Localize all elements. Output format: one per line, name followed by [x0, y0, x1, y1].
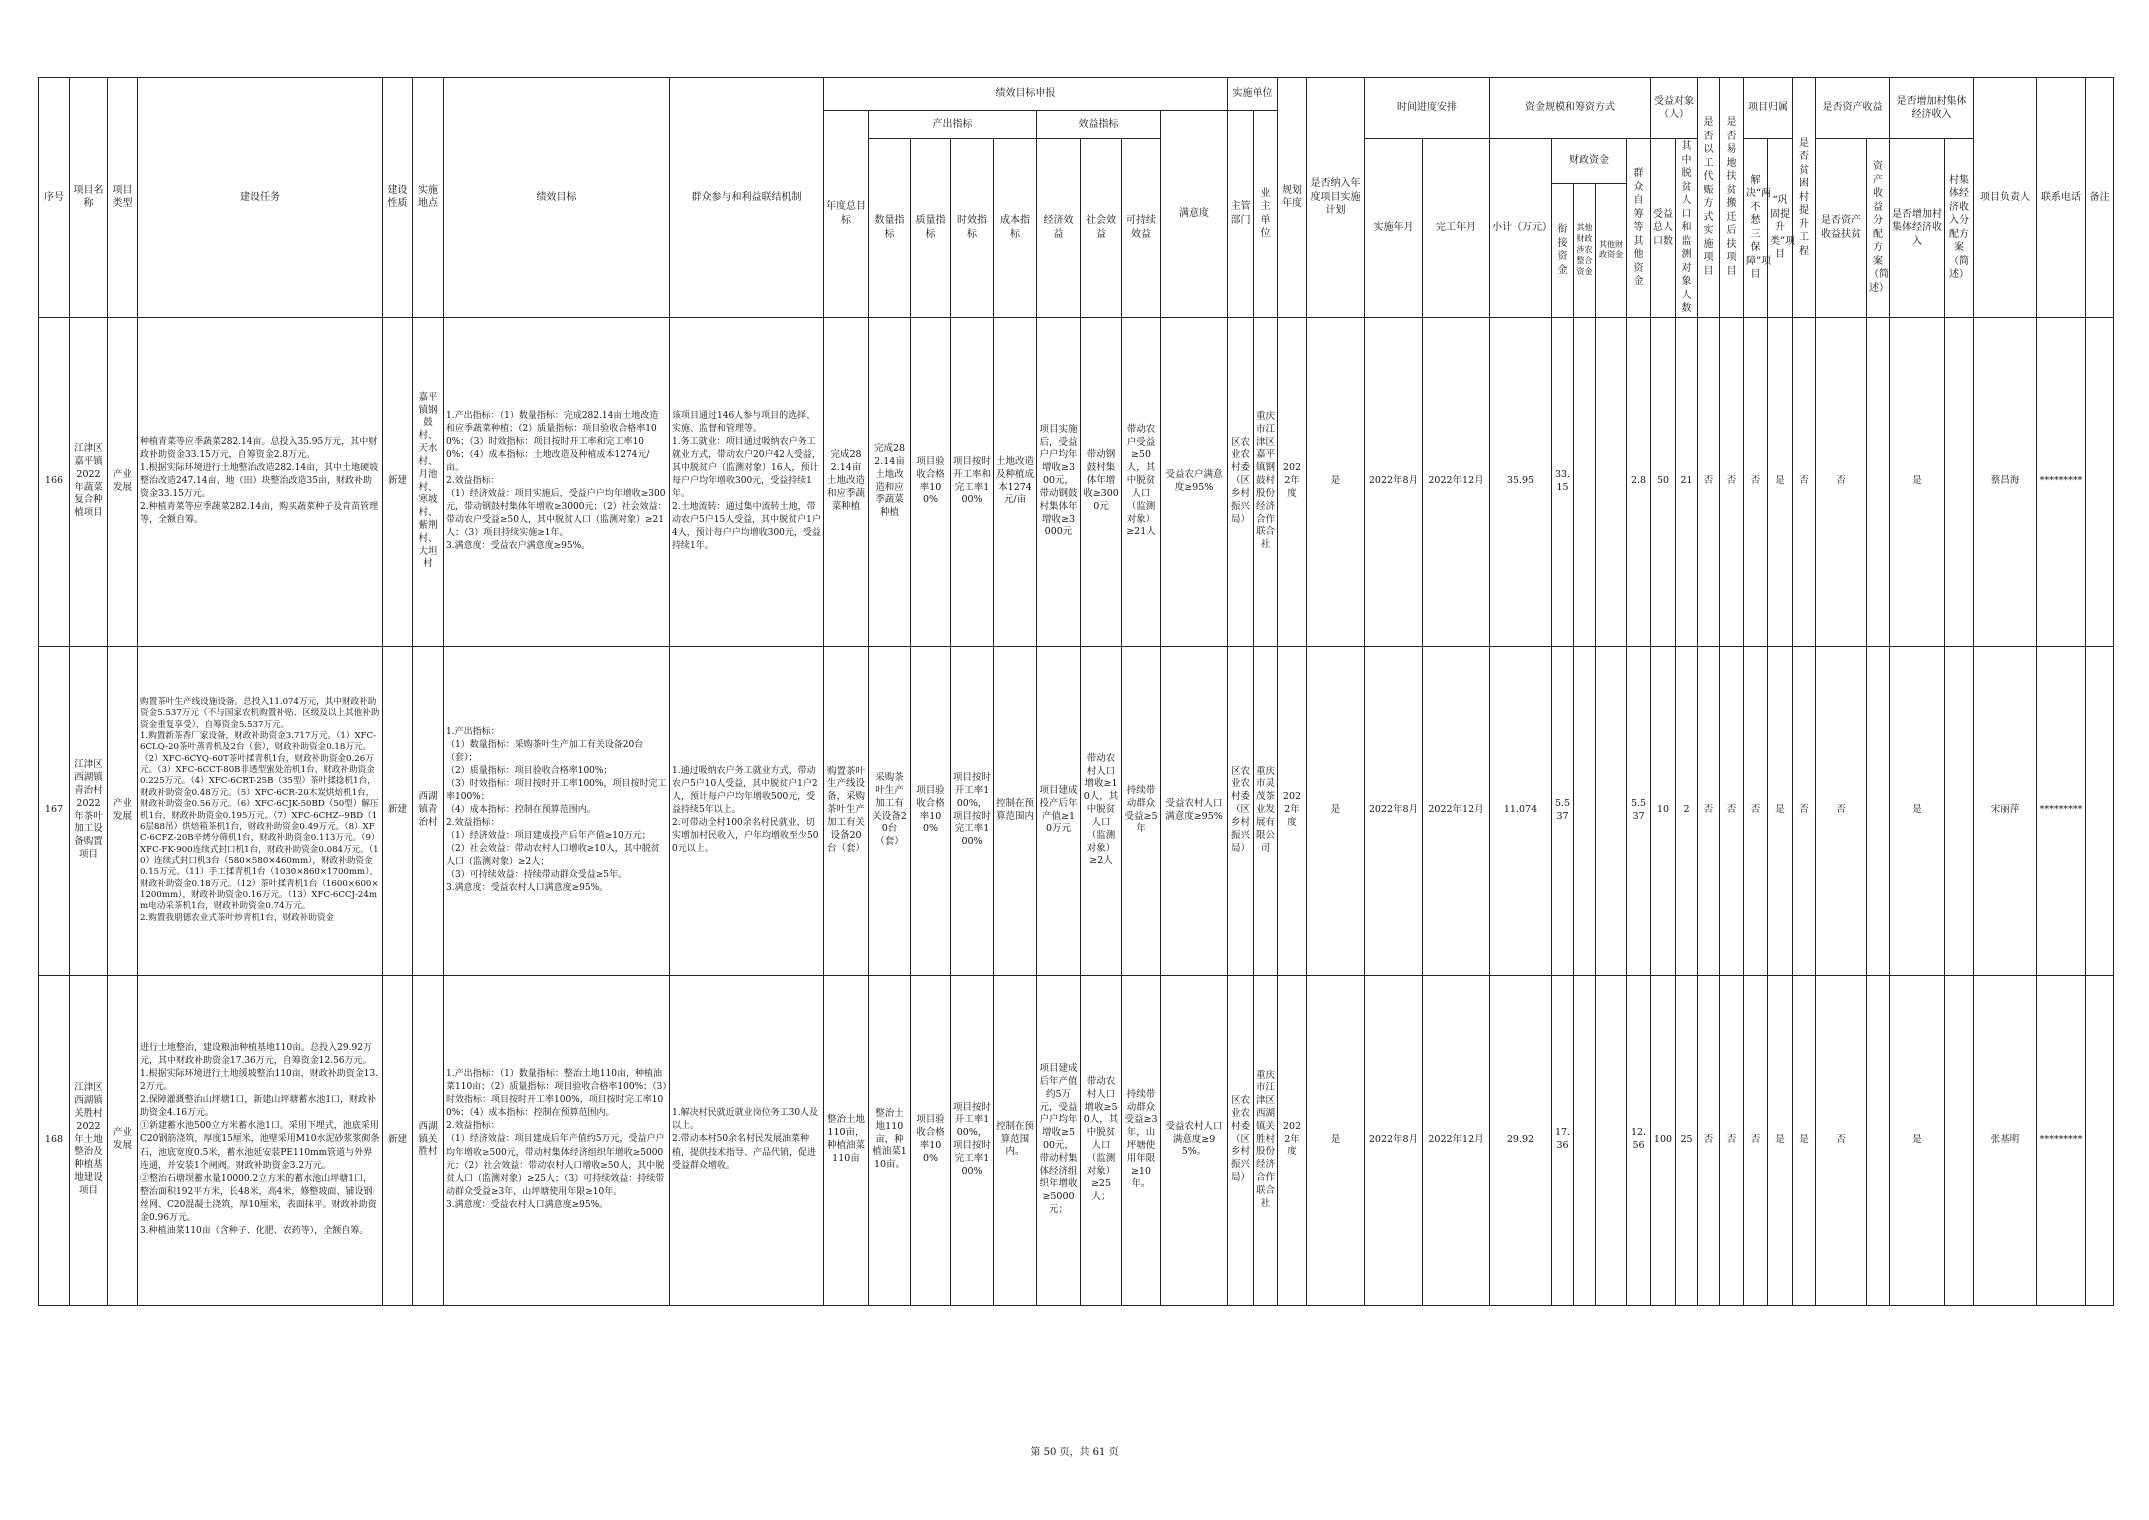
header-beneficiaries: 受益对象（人）	[1651, 78, 1698, 139]
header-funds: 资金规模和筹资方式	[1490, 78, 1651, 139]
cell-collective-flag: 是	[1890, 646, 1945, 975]
header-consolidate: “巩固提升类”项目	[1768, 139, 1793, 318]
cell-seq: 167	[39, 646, 70, 975]
table-row	[39, 975, 2114, 1305]
header-nature: 建设性质	[383, 78, 413, 318]
cell-village-improve: 否	[1793, 317, 1816, 646]
cell-satisfaction: 受益农户满意度≥95%	[1161, 317, 1228, 646]
header-two-guarantee: 解决“两不愁三保障”项目	[1744, 139, 1768, 318]
header-qty: 数量指标	[869, 139, 911, 318]
cell-annual-goal: 购置茶叶生产线设备，采购茶叶生产加工有关设备20台（套）	[824, 646, 869, 975]
page-footer: 第 50 页，共 61 页	[1030, 1447, 1119, 1458]
cell-start: 2022年8月	[1365, 317, 1423, 646]
cell-dept: 区农业农村委（区乡村振兴局）	[1228, 975, 1254, 1305]
header-schedule: 时间进度安排	[1365, 78, 1490, 139]
cell-finish: 2022年12月	[1423, 317, 1490, 646]
cell-timeliness: 项目按时开工率100%，项目按时完工率100%	[951, 646, 994, 975]
cell-task: 进行土地整治，建设粮油种植基地110亩。总投入29.92万元，其中财政补助资金17.36万元，自筹资金12.56万元。 1.根据实际环境进行土地缓坡整治110亩，财政补助资金13.2万元。 2.保障灌溉整治山坪塘1口，新建山坪塘蓄水池1口，财政补助资金4.16万元。 ①新建蓄水池500立方米蓄水池1口。采用下埋式，池底采用C20钢筋浇筑，厚度15厘米，池壁采用M10水泥砂浆浆砌条石，池底宽度0.5米，蓄水池延安装PE110mm管道与外界连通，并安装1个闸阀。财政补助资金3.2万元。 ②整治石塘坝蓄水量10000.2立方米的蓄水池山坪塘1口，整治面积192平方米，长48米，高4米，修整坡面、铺设钢丝网、C20混凝土浇筑，厚10厘米，表面抹平。财政补助资金0.96万元。 3.种植油菜110亩（含种子、化肥、农药等），全额自筹。	[138, 975, 383, 1305]
cell-self-raised: 5.537	[1627, 646, 1651, 975]
project-table-page	[38, 77, 2114, 1306]
header-cost: 成本指标	[994, 139, 1037, 318]
cell-collective-plan	[1945, 975, 1974, 1305]
cell-annual-goal: 整治土地110亩，种植油菜110亩	[824, 975, 869, 1305]
cell-goal: 1.产出指标：（1）数量指标：完成282.14亩土地改造和应季蔬菜种植；（2）质量指标：项目验收合格率100%；（3）时效指标：项目按时开工率和完工率100%；（4）成本指标：土地改造及种植成本1274元/亩。 2.效益指标： （1）经济效益：项目实施后，受益户户均年增收≥300元，带动钢鼓村集体年增收≥3000元；（2）社会效益：带动农户受益≥50人，其中脱贫人口（监测对象）≥21人；（3）项目持续实施≥1年。 3.满意度：受益农户满意度≥95%。	[444, 317, 670, 646]
cell-start: 2022年8月	[1365, 975, 1423, 1305]
cell-consolidate: 是	[1768, 646, 1793, 975]
cell-econ: 项目实施后，受益户户均年增收≥300元，带动钢鼓村集体年增收≥3000元	[1037, 317, 1081, 646]
cell-work-relief: 否	[1698, 317, 1720, 646]
header-output: 产出指标	[869, 111, 1037, 139]
cell-other-agri	[1574, 975, 1596, 1305]
cell-asset-income-flag: 否	[1816, 317, 1867, 646]
cell-type: 产业发展	[108, 646, 138, 975]
cell-quality: 项目验收合格率100%	[911, 317, 951, 646]
cell-other-agri	[1574, 646, 1596, 975]
cell-linked: 33.15	[1552, 317, 1574, 646]
cell-sustain: 带动农户受益≥50人，其中脱贫人口（监测对象）≥21人	[1122, 317, 1161, 646]
cell-subtotal: 35.95	[1490, 317, 1552, 646]
cell-village-improve: 否	[1793, 646, 1816, 975]
header-annual-goal: 年度总目标	[824, 111, 869, 318]
header-name: 项目名称	[70, 78, 108, 318]
cell-name: 江津区西湖镇关胜村2022年土地整治及种植基地建设项目	[70, 975, 108, 1305]
cell-phone: *********	[2037, 317, 2086, 646]
cell-quality: 项目验收合格率100%	[911, 646, 951, 975]
cell-plan-year: 2022年度	[1278, 317, 1307, 646]
header-collective-flag: 是否增加村集体经济收入	[1890, 139, 1945, 318]
cell-annual-goal: 完成282.14亩土地改造和应季蔬菜种植	[824, 317, 869, 646]
header-village-improve: 是否贫困村提升工程	[1793, 78, 1816, 318]
header-phone: 联系电话	[2037, 78, 2086, 318]
cell-dept: 区农业农村委（区乡村振兴局）	[1228, 317, 1254, 646]
cell-econ: 项目建成投产后年产值≥10万元	[1037, 646, 1081, 975]
header-asset-income: 是否资产收益	[1816, 78, 1890, 139]
header-in-plan: 是否纳入年度项目实施计划	[1307, 78, 1365, 318]
cell-asset-plan	[1867, 317, 1890, 646]
cell-timeliness: 项目按时开工率和完工率100%	[951, 317, 994, 646]
project-table	[38, 77, 2114, 1306]
cell-other-fiscal	[1596, 317, 1627, 646]
cell-satisfaction: 受益农村人口满意度≥95%。	[1161, 975, 1228, 1305]
cell-qty: 整治土地110亩，种植油菜110亩。	[869, 975, 911, 1305]
cell-village-improve: 是	[1793, 975, 1816, 1305]
header-fiscal: 财政资金	[1552, 139, 1627, 184]
header-work-relief: 是否以工代赈方式实施项目	[1698, 78, 1720, 318]
header-sustain: 可持续效益	[1122, 139, 1161, 318]
cell-type: 产业发展	[108, 317, 138, 646]
header-other-agri: 其他财政涉农整合资金	[1574, 184, 1596, 317]
cell-remark	[2086, 975, 2114, 1305]
cell-self-raised: 2.8	[1627, 317, 1651, 646]
cell-consolidate: 是	[1768, 317, 1793, 646]
cell-relief-labor: 否	[1720, 317, 1744, 646]
header-perf-report: 绩效目标申报	[824, 78, 1228, 111]
cell-econ: 项目建成后年产值约5万元，受益户户均年增收≥500元，带动村集体经济组织年增收≥5000元；	[1037, 975, 1081, 1305]
cell-cost: 土地改造及种植成本1274元/亩	[994, 317, 1037, 646]
cell-remark	[2086, 317, 2114, 646]
cell-timeliness: 项目按时开工率100%，项目按时完工率100%	[951, 975, 994, 1305]
header-timeliness: 时效指标	[951, 139, 994, 318]
header-type: 项目类型	[108, 78, 138, 318]
cell-in-plan: 是	[1307, 975, 1365, 1305]
cell-ben-total: 100	[1651, 975, 1676, 1305]
cell-owner: 重庆市江津区西湖镇关胜村股份经济合作联合社	[1254, 975, 1278, 1305]
cell-ben-poor: 2	[1676, 646, 1698, 975]
header-start: 实施年月	[1365, 139, 1423, 318]
cell-other-fiscal	[1596, 646, 1627, 975]
cell-other-fiscal	[1596, 975, 1627, 1305]
header-linked: 衔接资金	[1552, 184, 1574, 317]
header-relief-labor: 是否易地扶贫搬迁后扶项目	[1720, 78, 1744, 318]
cell-linked: 17.36	[1552, 975, 1574, 1305]
cell-task: 种植青菜等应季蔬菜282.14亩。总投入35.95万元，其中财政补助资金33.15万元，自筹资金2.8万元。 1.根据实际环境进行土地整治改造282.14亩，其中土地硬坡整治改造247.14亩、地（田）块整治改造35亩，财政补助资金33.15万元。 2.种植青菜等应季蔬菜282.14亩，购买蔬菜种子及肯苗管理等，全额自筹。	[138, 317, 383, 646]
cell-social: 带动农村人口增收≥50人，其中脱贫人口（监测对象）≥25人；	[1081, 975, 1122, 1305]
cell-relief-labor: 否	[1720, 975, 1744, 1305]
cell-nature: 新建	[383, 646, 413, 975]
cell-task: 购置茶叶生产线设施设备。总投入11.074万元，其中财政补助资金5.537万元（不与国家农机购置补贴、区级及以上其他补助资金重复享受），自筹资金5.537万元。 1.购置新茶香厂家设备，财政补助资金3.717万元。（1）XFC-6CLQ-20茶叶蒸青机及2台（套），财政补助资金0.18万元。（2）XFC-6CYQ-60T茶叶揉青机1台，财政补助资金0.26万元。（3）XFC-6CCT-80B非透型蜜处治机1台，财政补助资金0.225万元。（4）XFC-6CRT-25B（35型）茶叶揉捻机1台，财政补助资金0.48万元。（5）XFC-6CR-20木炭烘焙机1台，财政补助资金0.56万元。（6）XFC-6CJK-50BD（50型）解压机1台，财政补助资金0.195万元。（7）XFC-6CHZ--9BD（16层88吊）烘焙箱茶机1台，财政补助资金0.49万元。（8）XFC-6CFZ-20B辛烤分筛机1台，财政补助资金0.113万元。（9）XFC-FK-900连续式封口机1台，财政补助资金0.084万元。（10）连续式封口机3台（580×580×460mm），财政补助资金0.15万元。（11）手工揉青机1台（1030×860×1700mm），财政补助资金0.18万元。（12）茶叶揉青机1台（1600×600×1200mm），财政补助资金0.16万元。（13）XFC-6CCJ-24mm电动采茶机1台，财政补助资金0.74万元。 2.购置我朋德农业式茶叶炒青机1台，财政补助资金	[138, 646, 383, 975]
cell-self-raised: 12.56	[1627, 975, 1651, 1305]
cell-satisfaction: 受益农村人口满意度≥95%	[1161, 646, 1228, 975]
header-benefit: 效益指标	[1037, 111, 1161, 139]
header-econ: 经济效益	[1037, 139, 1081, 318]
cell-work-relief: 否	[1698, 975, 1720, 1305]
cell-nature: 新建	[383, 317, 413, 646]
cell-finish: 2022年12月	[1423, 646, 1490, 975]
cell-subtotal: 11.074	[1490, 646, 1552, 975]
cell-type: 产业发展	[108, 975, 138, 1305]
header-collective-plan: 村集体经济收入分配方案（简述）	[1945, 139, 1974, 318]
cell-sustain: 持续带动群众受益≥5年	[1122, 646, 1161, 975]
cell-asset-income-flag: 否	[1816, 646, 1867, 975]
table-row	[39, 317, 2114, 646]
cell-collective-plan	[1945, 317, 1974, 646]
cell-qty: 完成282.14亩土地改造和应季蔬菜种植	[869, 317, 911, 646]
cell-collective-flag: 是	[1890, 975, 1945, 1305]
cell-owner: 重庆市江津区嘉平镇钢鼓村股份经济合作联合社	[1254, 317, 1278, 646]
header-subtotal: 小计（万元）	[1490, 139, 1552, 318]
cell-name: 江津区西湖镇青治村2022年茶叶加工设备购置项目	[70, 646, 108, 975]
cell-mechanism: 1.解决村民就近就业岗位务工30人及以上。 2.带动本村50余名村民发展油菜种植，提供技术指导、产品代销，促进受益群众增收。	[670, 975, 824, 1305]
header-attribution: 项目归属	[1744, 78, 1793, 139]
cell-name: 江津区嘉平镇2022年蔬菜复合种植项目	[70, 317, 108, 646]
header-other-fiscal: 其他财政资金	[1596, 184, 1627, 317]
cell-consolidate: 是	[1768, 975, 1793, 1305]
cell-phone: *********	[2037, 975, 2086, 1305]
cell-goal: 1.产出指标： （1）数量指标：采购茶叶生产加工有关设备20台（套）； （2）质量指标：项目验收合格率100%； （3）时效指标：项目按时开工率100%，项目按时完工率100%； （4）成本指标：控制在预算范围内。 2.效益指标： （1）经济效益：项目建成投产后年产值≥10万元； （2）社会效益：带动农村人口增收≥10人，其中脱贫人口（监测对象）≥2人； （3）可持续效益：持续带动群众受益≥5年。 3.满意度：受益农村人口满意度≥95%。	[444, 646, 670, 975]
cell-owner: 重庆市灵茂茶业发展有限公司	[1254, 646, 1278, 975]
cell-mechanism: 该项目通过146人参与项目的选择、实施、监督和管理等。 1.务工就业：项目通过吸纳农户务工就业方式，带动农户20户42人受益，其中脱贫户（监测对象）16人，预计每户户均年增收300元，受益持续1年。 2.土地流转：通过集中流转土地，带动农户5户15人受益，其中脱贫户1户4人，预计每户户均增收300元，受益持续1年。	[670, 317, 824, 646]
cell-social: 带动农村人口增收≥10人，其中脱贫人口（监测对象）≥2人	[1081, 646, 1122, 975]
cell-collective-flag: 是	[1890, 317, 1945, 646]
cell-ben-total: 50	[1651, 317, 1676, 646]
header-leader: 项目负责人	[1974, 78, 2037, 318]
header-remark: 备注	[2086, 78, 2114, 318]
header-quality: 质量指标	[911, 139, 951, 318]
cell-mechanism: 1.通过吸纳农户务工就业方式，带动农户5户10人受益，其中脱贫户1户2人，预计每户户均年增收500元，受益持续5年以上。 2.可带动全村100余名村民就业，切实增加村民收入，户年均增收至少500元以上。	[670, 646, 824, 975]
cell-nature: 新建	[383, 975, 413, 1305]
header-impl-unit: 实施单位	[1228, 78, 1278, 111]
cell-asset-plan	[1867, 975, 1890, 1305]
header-plan-year: 规划年度	[1278, 78, 1307, 318]
cell-ben-poor: 21	[1676, 317, 1698, 646]
cell-location: 西湖镇青治村	[413, 646, 444, 975]
cell-leader: 宋丽萍	[1974, 646, 2037, 975]
header-mechanism: 群众参与和利益联结机制	[670, 78, 824, 318]
cell-in-plan: 是	[1307, 317, 1365, 646]
cell-cost: 控制在预算范围内。	[994, 975, 1037, 1305]
cell-asset-plan	[1867, 646, 1890, 975]
header-location: 实施地点	[413, 78, 444, 318]
cell-collective-plan	[1945, 646, 1974, 975]
cell-seq: 166	[39, 317, 70, 646]
cell-other-agri	[1574, 317, 1596, 646]
cell-two-guarantee: 否	[1744, 975, 1768, 1305]
cell-sustain: 持续带动群众受益≥3年，山坪塘使用年限≥10年。	[1122, 975, 1161, 1305]
header-dept: 主管部门	[1228, 111, 1254, 318]
header-collective: 是否增加村集体经济收入	[1890, 78, 1974, 139]
cell-qty: 采购茶叶生产加工有关设备20台（套）	[869, 646, 911, 975]
cell-phone: *********	[2037, 646, 2086, 975]
header-goal: 绩效目标	[444, 78, 670, 318]
header-self-raised: 群众自筹等其他资金	[1627, 139, 1651, 318]
header-seq: 序号	[39, 78, 70, 318]
table-row	[39, 646, 2114, 975]
cell-work-relief: 否	[1698, 646, 1720, 975]
header-ben-total: 受益总人口数	[1651, 139, 1676, 318]
cell-location: 嘉平镇钢鼓村、天水村、月池村、寒坡村、紫荆村、大坦村	[413, 317, 444, 646]
cell-location: 西湖镇关胜村	[413, 975, 444, 1305]
cell-subtotal: 29.92	[1490, 975, 1552, 1305]
cell-remark	[2086, 646, 2114, 975]
cell-plan-year: 2022年度	[1278, 646, 1307, 975]
header-task: 建设任务	[138, 78, 383, 318]
cell-seq: 168	[39, 975, 70, 1305]
cell-finish: 2022年12月	[1423, 975, 1490, 1305]
header-owner: 业主单位	[1254, 111, 1278, 318]
cell-linked: 5.537	[1552, 646, 1574, 975]
cell-quality: 项目验收合格率100%	[911, 975, 951, 1305]
header-finish: 完工年月	[1423, 139, 1490, 318]
cell-ben-poor: 25	[1676, 975, 1698, 1305]
cell-leader: 张基明	[1974, 975, 2037, 1305]
cell-plan-year: 2022年度	[1278, 975, 1307, 1305]
header-ben-poor: 其中脱贫人口和监测对象人数	[1676, 139, 1698, 318]
cell-in-plan: 是	[1307, 646, 1365, 975]
cell-goal: 1.产出指标：（1）数量指标：整治土地110亩，种植油菜110亩；（2）质量指标：项目验收合格率100%；（3）时效指标：项目按时开工率100%，项目按时完工率100%；（4）成本指标：控制在预算范围内。 2.效益指标： （1）经济效益：项目建成后年产值约5万元，受益户户均年增收≥500元，带动村集体经济组织年增收≥5000元；（2）社会效益：带动农村人口增收≥50人，其中脱贫人口（监测对象）≥25人；（3）可持续效益：持续带动群众受益≥3年，山坪塘使用年限≥10年。 3.满意度：受益农村人口满意度≥95%。	[444, 975, 670, 1305]
header-social: 社会效益	[1081, 139, 1122, 318]
cell-relief-labor: 否	[1720, 646, 1744, 975]
header-asset-plan: 资产收益分配方案（简述）	[1867, 139, 1890, 318]
cell-leader: 蔡昌海	[1974, 317, 2037, 646]
cell-ben-total: 10	[1651, 646, 1676, 975]
header-satisfaction: 满意度	[1161, 111, 1228, 318]
cell-start: 2022年8月	[1365, 646, 1423, 975]
header-asset-income-flag: 是否资产收益扶贫	[1816, 139, 1867, 318]
cell-two-guarantee: 否	[1744, 317, 1768, 646]
cell-cost: 控制在预算范围内	[994, 646, 1037, 975]
cell-two-guarantee: 否	[1744, 646, 1768, 975]
cell-social: 带动钢鼓村集体年增收≥3000元	[1081, 317, 1122, 646]
cell-asset-income-flag: 否	[1816, 975, 1867, 1305]
cell-dept: 区农业农村委（区乡村振兴局）	[1228, 646, 1254, 975]
